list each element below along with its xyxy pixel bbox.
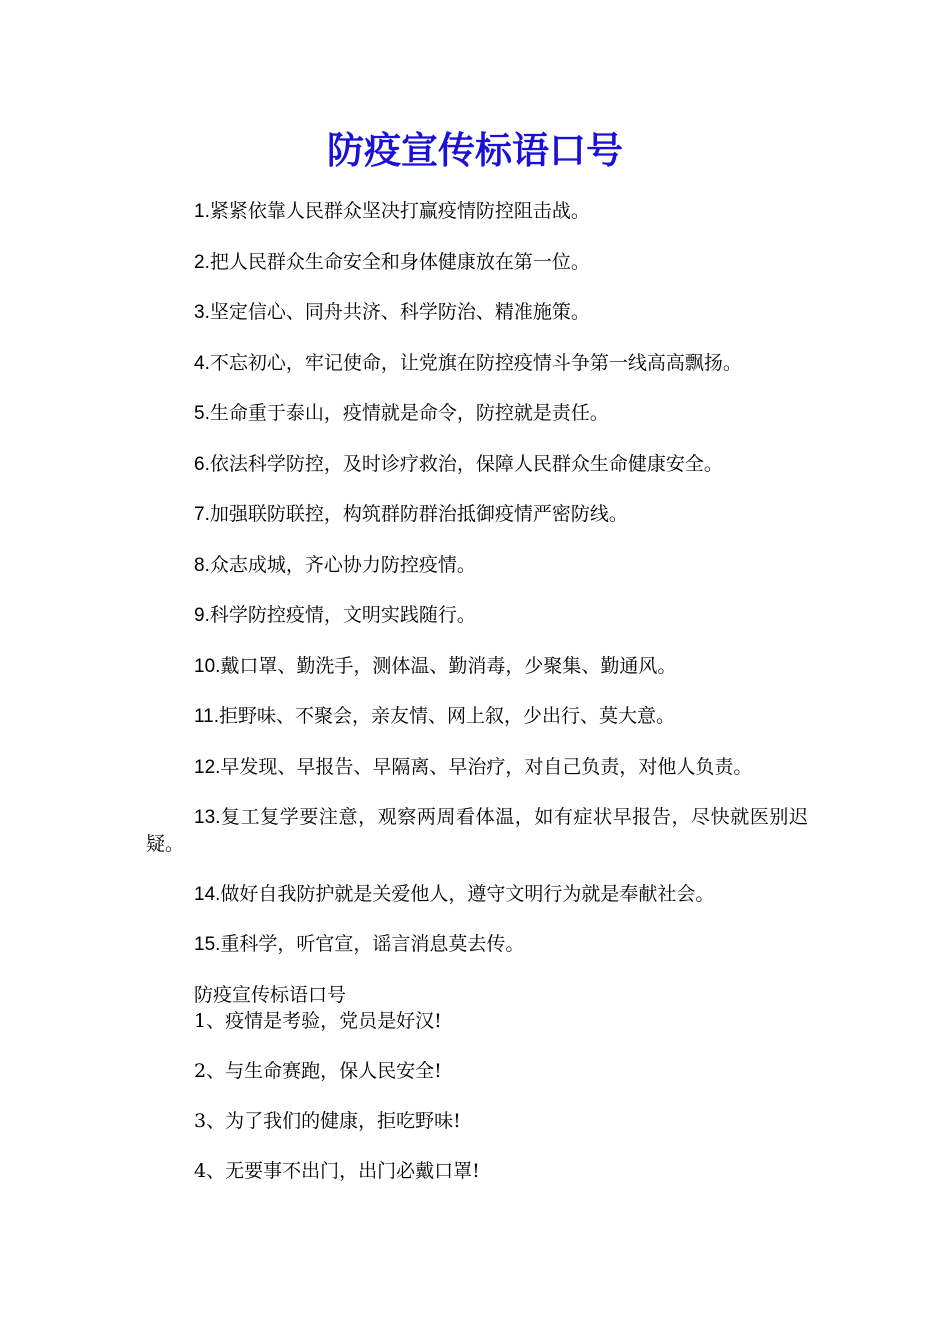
slogan-list xyxy=(146,198,808,958)
slogan-text: 早发现、早报告、早隔离、早治疗，对自己负责，对他人负责。 xyxy=(220,755,753,778)
second-list-item: 2、与生命赛跑，保人民安全! xyxy=(194,1059,442,1082)
slogan-item xyxy=(146,451,808,478)
slogan-text: 紧紧依靠人民群众坚决打赢疫情防控阻击战。 xyxy=(209,200,590,222)
slogan-text: 重科学，听官宣，谣言消息莫去传。 xyxy=(220,933,525,955)
slogan-number: 11. xyxy=(194,706,220,727)
slogan-number: 8. xyxy=(194,554,210,576)
document-title: 防疫宣传标语口号 xyxy=(327,128,623,172)
slogan-number: 1. xyxy=(194,201,210,222)
slogan-number: 4. xyxy=(194,352,210,374)
second-list-item: 4、无要事不出门，出门必戴口罩! xyxy=(194,1159,480,1182)
slogan-text: 复工复学要注意，观察两周看体温，如有症状早报告，尽快就医别迟疑。 xyxy=(146,806,808,855)
second-slogan-list xyxy=(146,1008,808,1184)
slogan-item xyxy=(146,804,808,857)
second-list-item: 3、为了我们的健康，拒吃野味! xyxy=(194,1109,461,1132)
slogan-item xyxy=(146,653,808,680)
slogan-number: 15. xyxy=(194,934,221,955)
slogan-number: 7. xyxy=(194,504,210,525)
slogan-text: 加强联防联控，构筑群防群治抵御疫情严密防线。 xyxy=(209,503,628,525)
slogan-item xyxy=(146,501,808,528)
slogan-text: 依法科学防控，及时诊疗救治，保障人民群众生命健康安全。 xyxy=(209,452,723,475)
slogan-text: 拒野味、不聚会，亲友情、网上叙，少出行、莫大意。 xyxy=(219,705,676,727)
document-body xyxy=(146,198,808,1208)
slogan-text: 做好自我防护就是关爱他人，遵守文明行为就是奉献社会。 xyxy=(220,882,715,905)
slogan-number: 14. xyxy=(194,883,221,905)
slogan-text: 把人民群众生命安全和身体健康放在第一位。 xyxy=(209,250,590,273)
slogan-text: 生命重于泰山，疫情就是命令，防控就是责任。 xyxy=(209,402,609,424)
slogan-item xyxy=(146,881,808,908)
slogan-number: 6. xyxy=(194,453,210,475)
slogan-number: 5. xyxy=(194,403,210,424)
slogan-item xyxy=(146,299,808,326)
slogan-item xyxy=(146,400,808,427)
slogan-item xyxy=(146,703,808,730)
slogan-item xyxy=(146,350,808,377)
slogan-number: 3. xyxy=(194,302,210,323)
slogan-item xyxy=(146,931,808,958)
slogan-number: 10. xyxy=(194,655,221,677)
slogan-text: 坚定信心、同舟共济、科学防治、精准施策。 xyxy=(209,301,590,323)
slogan-number: 13. xyxy=(194,807,221,828)
slogan-number: 9. xyxy=(194,605,210,626)
slogan-text: 众志成城，齐心协力防控疫情。 xyxy=(209,553,476,576)
slogan-item xyxy=(146,754,808,781)
slogan-item xyxy=(146,249,808,276)
second-list-item: 1、疫情是考验，党员是好汉! xyxy=(194,1009,442,1032)
second-heading: 防疫宣传标语口号 xyxy=(194,983,347,1006)
slogan-number: 2. xyxy=(194,251,210,273)
slogan-number: 12. xyxy=(194,756,221,778)
slogan-item xyxy=(146,552,808,579)
slogan-text: 科学防控疫情，文明实践随行。 xyxy=(209,604,476,626)
slogan-item xyxy=(146,198,808,225)
slogan-text: 戴口罩、勤洗手，测体温、勤消毒，少聚集、勤通风。 xyxy=(220,654,677,677)
slogan-item xyxy=(146,602,808,629)
slogan-text: 不忘初心，牢记使命，让党旗在防控疫情斗争第一线高高飘扬。 xyxy=(209,351,742,374)
